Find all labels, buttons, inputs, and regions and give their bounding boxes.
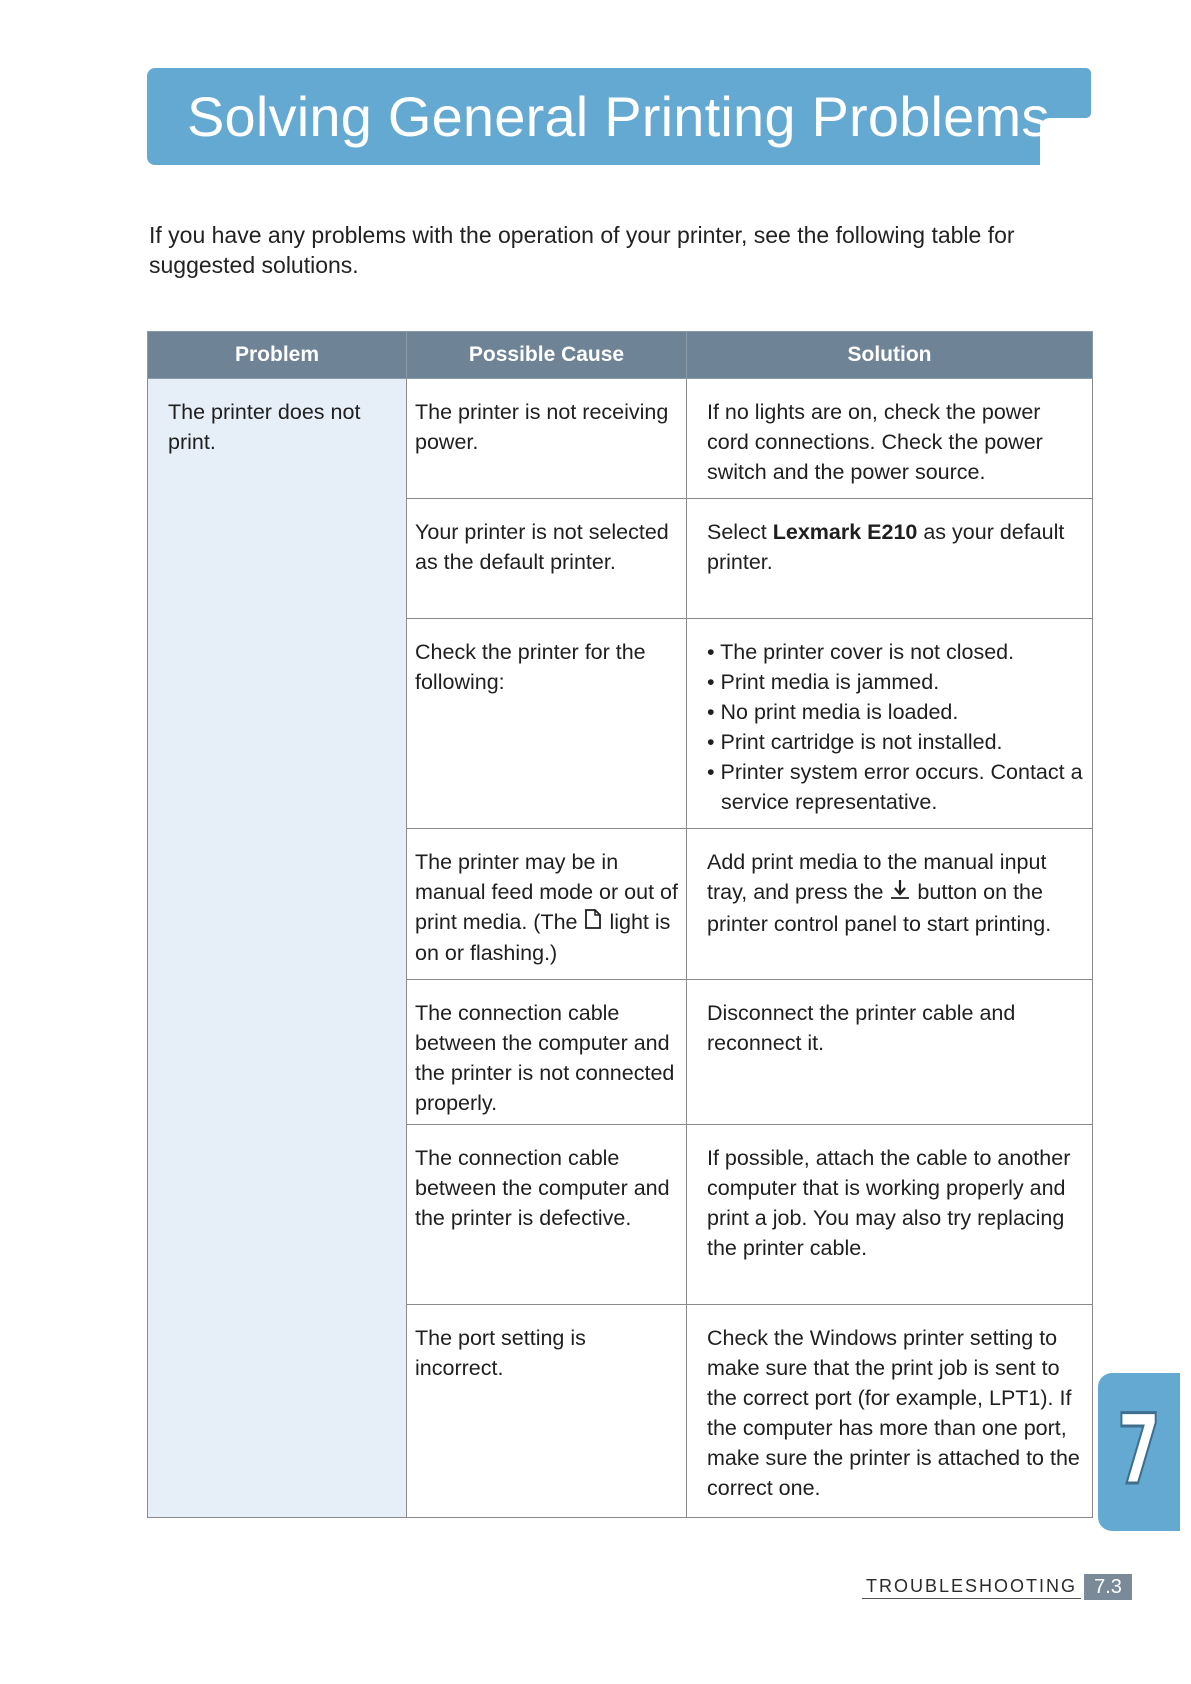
list-item: • The printer cover is not closed.: [707, 637, 1084, 667]
header-problem: Problem: [148, 332, 407, 379]
cause-cell: The printer is not receiving power.: [407, 379, 687, 499]
page-number: 7.3: [1084, 1574, 1132, 1600]
solution-cell: [687, 499, 1093, 619]
solution-cell: Check the Windows printer setting to make sure that the print job is sent to the correct port (for example, LPT1). If the computer has more than one port, make sure the printer is attached to the correct one.: [687, 1305, 1093, 1518]
checklist: [707, 637, 1084, 817]
solution-cell: [687, 619, 1093, 829]
intro-paragraph: If you have any problems with the operation of your printer, see the following table for suggested solutions.: [149, 222, 1015, 278]
cause-cell: The connection cable between the computer and the printer is not connected properly.: [407, 980, 687, 1125]
header-possible-cause: Possible Cause: [407, 332, 687, 379]
list-item: • Printer system error occurs. Contact a service representative.: [707, 757, 1084, 817]
problem-cell: The printer does not print.: [148, 379, 407, 1518]
list-item: • Print cartridge is not installed.: [707, 727, 1084, 757]
down-arrow-icon: [889, 877, 911, 909]
table-row: [148, 379, 1093, 499]
solution-cell: If possible, attach the cable to another computer that is working properly and print a job. You may also try replacing the printer cable.: [687, 1125, 1093, 1305]
printer-model-name: Lexmark E210: [772, 520, 918, 544]
troubleshooting-table: [147, 331, 1093, 1518]
list-item: • Print media is jammed.: [707, 667, 1084, 697]
solution-cell: Disconnect the printer cable and reconnect it.: [687, 980, 1093, 1125]
cause-text: The printer may be in manual feed mode or out of print media. (The: [415, 850, 678, 934]
chapter-number: 7: [1117, 1394, 1161, 1506]
cause-cell: Check the printer for the following:: [407, 619, 687, 829]
list-item: • No print media is loaded.: [707, 697, 1084, 727]
solution-text: Select: [707, 520, 773, 544]
table-header-row: [148, 332, 1093, 379]
cause-text: light is on or flashing.): [415, 910, 671, 966]
solution-cell: [687, 829, 1093, 980]
solution-text: as your default printer.: [707, 520, 1065, 574]
solution-text: button on the printer control panel to start printing.: [707, 880, 1052, 937]
paper-icon: [583, 908, 603, 938]
cause-cell: Your printer is not selected as the default printer.: [407, 499, 687, 619]
cause-cell: The connection cable between the computer and the printer is defective.: [407, 1125, 687, 1305]
solution-text: Add print media to the manual input tray, and press the: [707, 850, 1047, 904]
cause-cell: The port setting is incorrect.: [407, 1305, 687, 1518]
footer-section-title: TROUBLESHOOTING: [862, 1576, 1081, 1599]
cause-cell: [407, 829, 687, 980]
solution-cell: If no lights are on, check the power cord connections. Check the power switch and the power source.: [687, 379, 1093, 499]
page-title: Solving General Printing Problems: [187, 85, 1050, 148]
header-solution: Solution: [687, 332, 1093, 379]
